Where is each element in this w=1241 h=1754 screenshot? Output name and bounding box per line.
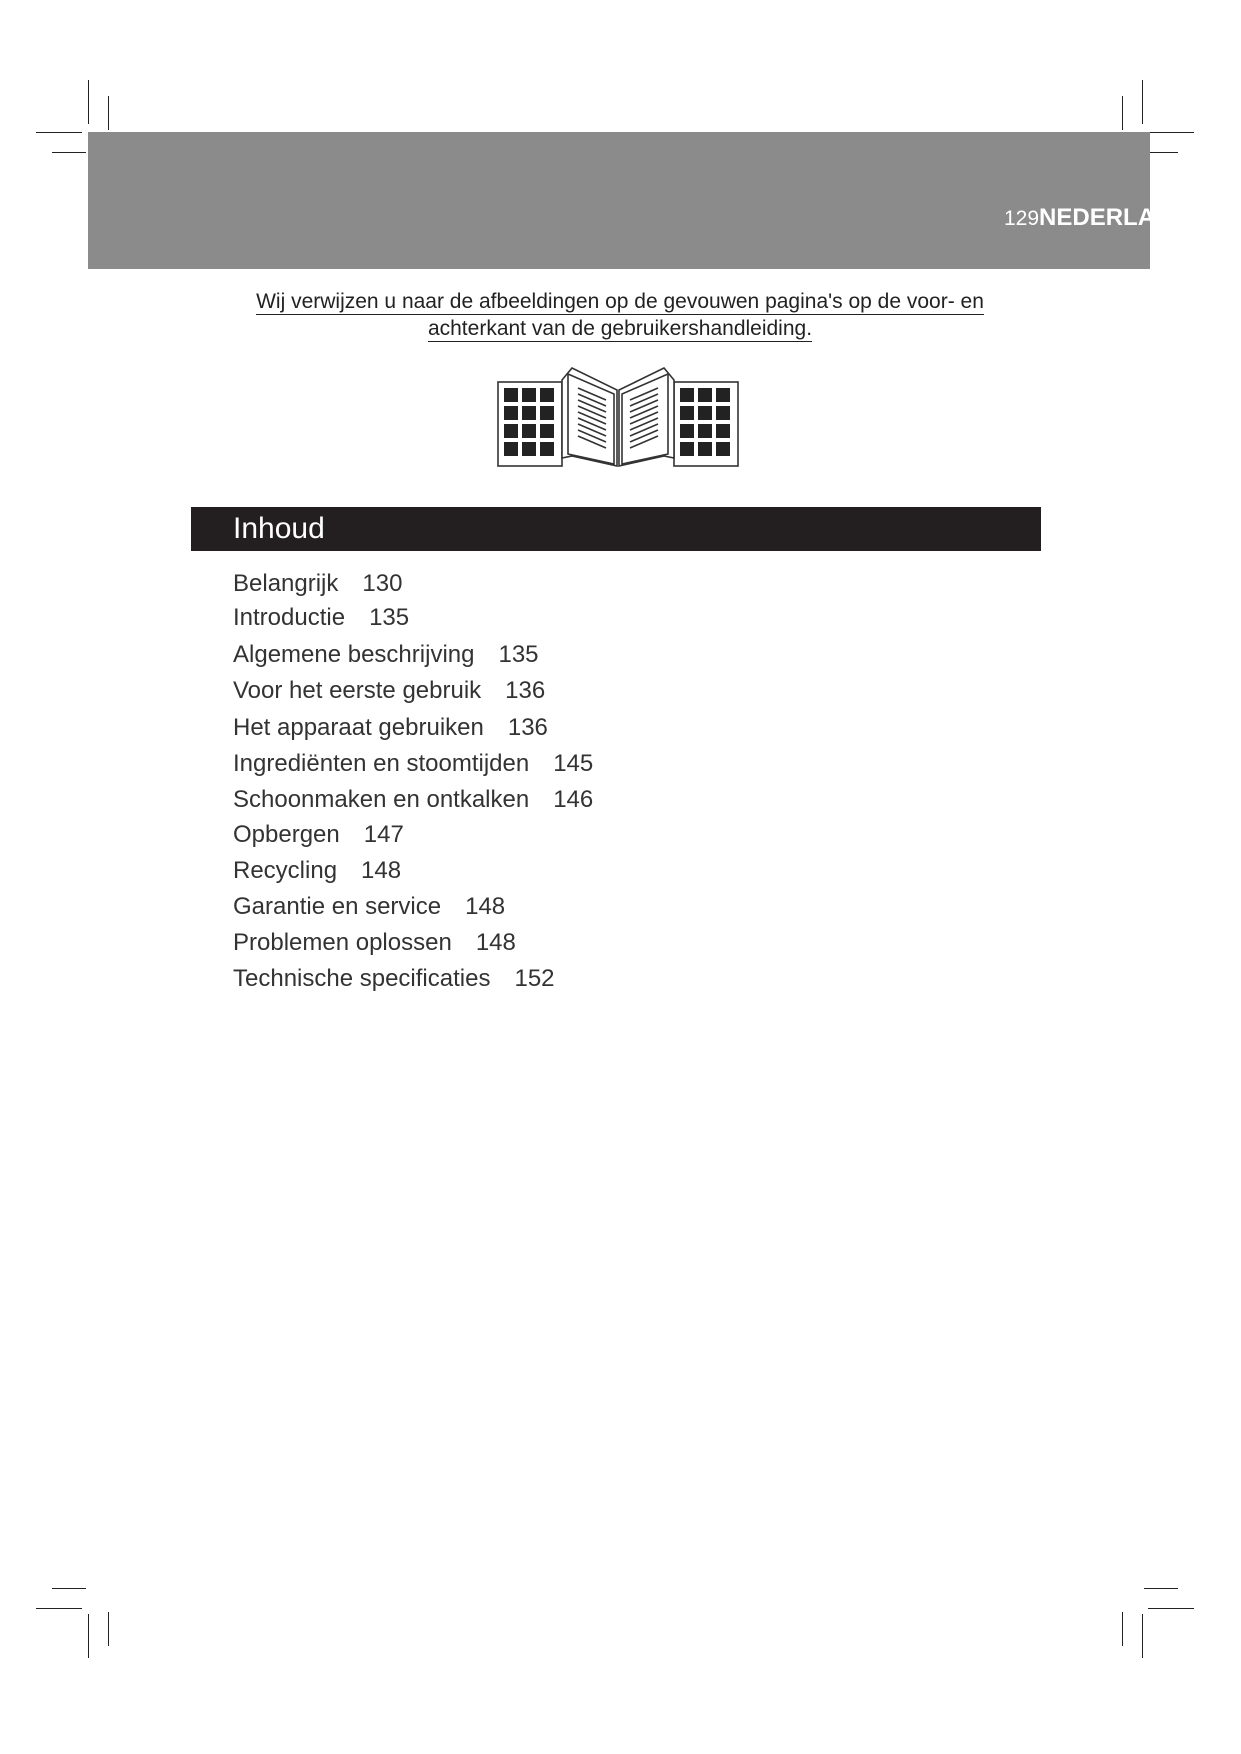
toc-entry-algemene-beschrijving[interactable]: Algemene beschrijving 135 bbox=[233, 641, 539, 668]
toc-entry-opbergen[interactable]: Opbergen 147 bbox=[233, 821, 404, 848]
crop-mark bbox=[36, 1608, 82, 1609]
toc-entry-schoonmaken-en-ontkalken[interactable]: Schoonmaken en ontkalken 146 bbox=[233, 786, 594, 813]
toc-page-number: 136 bbox=[507, 714, 548, 741]
language-label: NEDERLANDS bbox=[1039, 204, 1206, 231]
toc-page-number: 135 bbox=[369, 604, 410, 631]
toc-page-number: 148 bbox=[475, 929, 516, 956]
crop-mark bbox=[88, 1614, 89, 1658]
crop-mark bbox=[1142, 80, 1143, 124]
fold-out-note-line2: achterkant van de gebruikershandleiding. bbox=[427, 317, 813, 340]
crop-mark bbox=[1122, 1612, 1123, 1646]
toc-entry-het-apparaat-gebruiken[interactable]: Het apparaat gebruiken 136 bbox=[233, 714, 548, 741]
open-book-icon bbox=[496, 360, 740, 470]
toc-entry-voor-het-eerste-gebruik[interactable]: Voor het eerste gebruik 136 bbox=[233, 677, 546, 704]
toc-heading-bar bbox=[191, 507, 1041, 551]
toc-entry-belangrijk[interactable]: Belangrijk 130 bbox=[233, 570, 403, 597]
toc-entry-ingredienten-en-stoomtijden[interactable]: Ingrediënten en stoomtijden 145 bbox=[233, 750, 594, 777]
crop-mark bbox=[1122, 96, 1123, 130]
toc-entry-garantie-en-service[interactable]: Garantie en service 148 bbox=[233, 893, 506, 920]
page-header bbox=[1004, 204, 1206, 232]
crop-mark bbox=[36, 132, 82, 133]
header-band bbox=[88, 132, 1206, 269]
toc-page-number: 146 bbox=[553, 786, 594, 813]
crop-mark bbox=[52, 1588, 86, 1589]
toc-entry-introductie[interactable]: Introductie 135 bbox=[233, 604, 410, 631]
toc-page-number: 136 bbox=[505, 677, 546, 704]
toc-title: Inhoud bbox=[233, 512, 325, 545]
fold-out-note-line1: Wij verwijzen u naar de afbeeldingen op de gevouwen pagina's op de voor- en bbox=[256, 290, 984, 313]
toc-page-number: 147 bbox=[363, 821, 404, 848]
toc-entry-recycling[interactable]: Recycling 148 bbox=[233, 857, 402, 884]
crop-mark bbox=[1144, 1588, 1178, 1589]
toc-page-number: 145 bbox=[553, 750, 594, 777]
crop-mark bbox=[108, 1612, 109, 1646]
toc-entry-technische-specificaties[interactable]: Technische specificaties 152 bbox=[233, 965, 555, 992]
toc-page-number: 148 bbox=[465, 893, 506, 920]
fold-out-note bbox=[150, 288, 1090, 342]
crop-mark bbox=[1148, 132, 1194, 133]
crop-mark bbox=[1148, 1608, 1194, 1609]
crop-mark bbox=[108, 96, 109, 130]
toc-page-number: 148 bbox=[361, 857, 402, 884]
crop-mark bbox=[52, 152, 86, 153]
toc-page-number: 135 bbox=[498, 641, 539, 668]
toc-page-number: 152 bbox=[514, 965, 555, 992]
toc-entry-problemen-oplossen[interactable]: Problemen oplossen 148 bbox=[233, 929, 516, 956]
toc-page-number: 130 bbox=[362, 570, 403, 597]
crop-mark bbox=[1142, 1614, 1143, 1658]
crop-mark bbox=[88, 80, 89, 124]
page-number: 129 bbox=[1004, 207, 1040, 230]
